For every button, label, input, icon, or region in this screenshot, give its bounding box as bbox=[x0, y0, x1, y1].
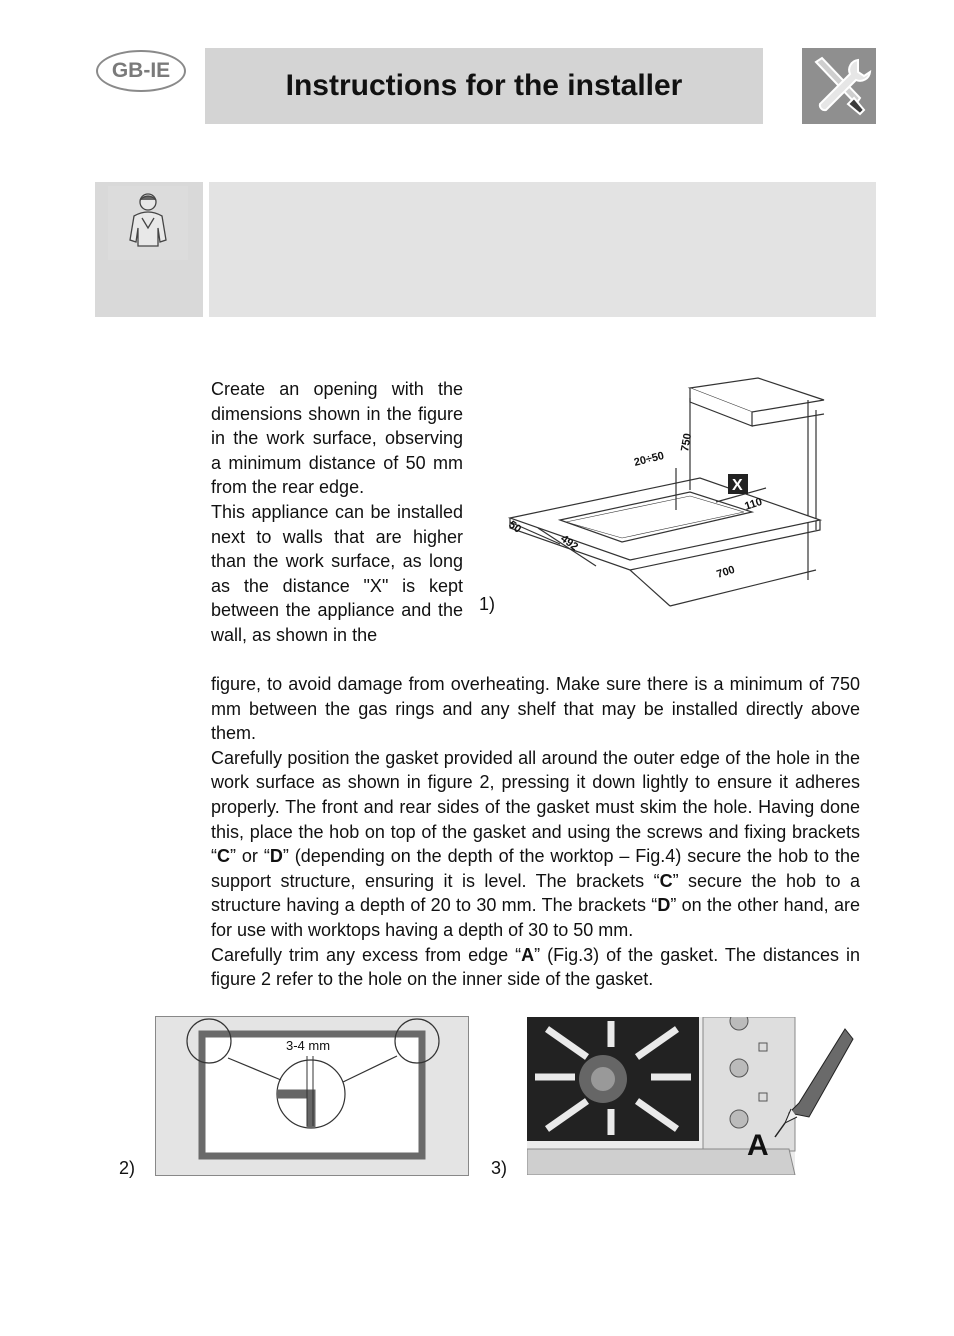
para3-run: C bbox=[217, 846, 230, 867]
info-panel bbox=[95, 182, 876, 317]
dim-750-label: 750 bbox=[679, 432, 695, 453]
para4-run: Carefully trim any excess from edge “ bbox=[211, 944, 522, 965]
para3-run: C bbox=[659, 870, 673, 891]
para4-run: A bbox=[521, 944, 535, 965]
edge-a-label: A bbox=[747, 1129, 769, 1162]
paragraph-trim bbox=[211, 943, 860, 992]
region-badge: GB-IE bbox=[96, 50, 186, 92]
figure1-label: 1) bbox=[479, 594, 496, 614]
installer-worker-icon bbox=[108, 186, 188, 260]
dim-50-label: 50 bbox=[506, 518, 524, 536]
info-panel-divider bbox=[203, 182, 209, 317]
paragraph-gasket bbox=[211, 746, 860, 943]
para3-run: D bbox=[657, 895, 671, 916]
para3-run: ” (depending on the depth of the worktop – Fig.4) secure the hob to the support structure, ensuring it is level. The brackets “ bbox=[211, 846, 860, 891]
figure3-trim-diagram bbox=[527, 1017, 857, 1175]
para3-run: ” secure the hob to a structure having a depth of 20 to 30 mm. The brackets “ bbox=[211, 870, 860, 916]
gap-label: 3-4 mm bbox=[286, 1038, 331, 1053]
dim-20-50-label: 20÷50 bbox=[632, 449, 666, 469]
dim-110-label: 110 bbox=[743, 495, 764, 513]
para3-run: D bbox=[269, 846, 283, 867]
dim-700-label: 700 bbox=[715, 563, 737, 581]
figure2-label: 2) bbox=[119, 1158, 136, 1178]
paragraph-walls-start: This appliance can be installed next to walls that are higher than the work surface, as long as the distance "X" is kept between the appliance and the wall, as shown in the bbox=[211, 501, 463, 645]
title-bar bbox=[205, 48, 763, 124]
paragraph-walls-end: figure, to avoid damage from overheating. Make sure there is a minimum of 750 mm between the gas rings and any shelf that may be installed directly above them. bbox=[211, 674, 860, 744]
body-text-wide bbox=[211, 672, 860, 992]
para4-run: ” (Fig.3) of the gasket. The distances in figure 2 refer to the hole on the inner side of the gasket. bbox=[211, 944, 860, 990]
figure2-gasket-diagram bbox=[155, 1016, 469, 1176]
para3-run: Carefully position the gasket provided all around the outer edge of the hole in the work surface as shown in figure 2, pressing it down lightly to ensure it adheres properly. The front and rear sides of the gasket must skim the hole. Having done this, place the hob on top of the gasket and using the screws and fixing brackets “ bbox=[211, 747, 860, 867]
wrench-screwdriver-icon bbox=[802, 48, 876, 124]
dim-x-label: X bbox=[732, 477, 743, 494]
para3-run: ” or “ bbox=[230, 846, 270, 867]
figure1-cutout-diagram bbox=[490, 370, 835, 620]
figure3-label: 3) bbox=[491, 1158, 508, 1178]
paragraph-opening: Create an opening with the dimensions shown in the figure in the work surface, observing a minimum distance of 50 mm from the rear edge. bbox=[211, 379, 463, 498]
body-text-narrow bbox=[211, 377, 463, 648]
dim-492-label: 492 bbox=[558, 532, 581, 554]
page-title: Instructions for the installer bbox=[285, 69, 683, 102]
para3-run: ” on the other hand, are for use with worktops having a depth of 30 to 50 mm. bbox=[211, 895, 860, 940]
